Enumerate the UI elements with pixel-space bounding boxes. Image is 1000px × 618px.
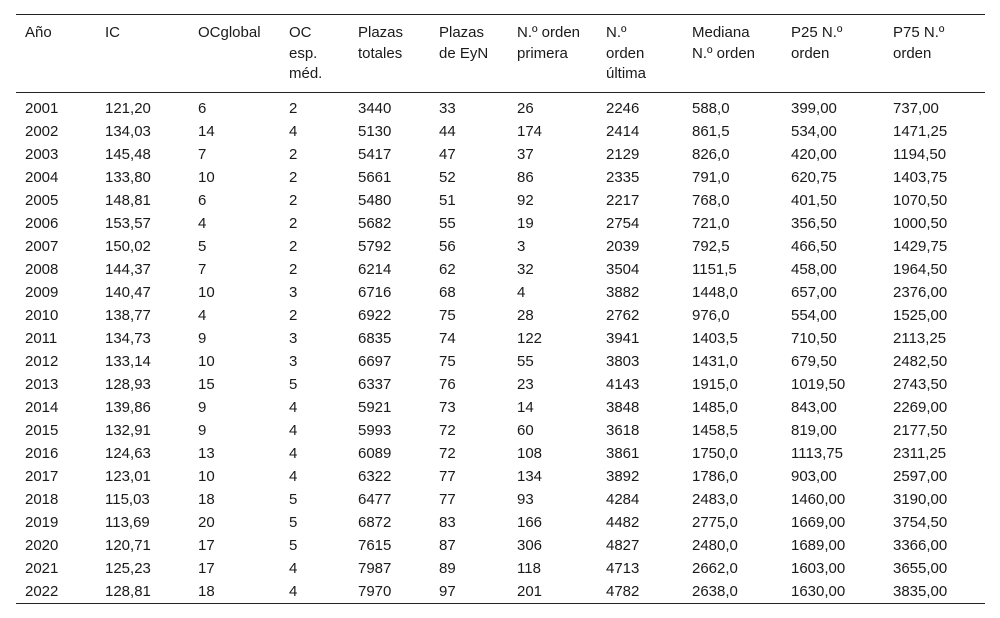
cell-plazas-eyn: 51 <box>439 191 456 209</box>
cell-orden-ultima: 3504 <box>606 260 640 278</box>
cell-plazas-eyn: 89 <box>439 559 456 577</box>
cell-mediana: 2775,0 <box>692 513 738 531</box>
cell-orden-primera: 32 <box>517 260 534 278</box>
header-cell-ic: IC <box>105 24 120 41</box>
header-cell-orden-ultima: N.º orden última <box>606 24 647 82</box>
cell-plazas-eyn: 75 <box>439 306 456 324</box>
cell-p25: 1113,75 <box>791 444 843 462</box>
cell-p75: 1000,50 <box>893 214 948 232</box>
cell-p75: 1403,75 <box>893 168 948 186</box>
cell-orden-primera: 60 <box>517 421 534 439</box>
cell-plazas-totales: 6089 <box>358 444 392 462</box>
cell-p25: 420,00 <box>791 145 837 163</box>
cell-p25: 1669,00 <box>791 513 846 531</box>
cell-mediana: 792,5 <box>692 237 730 255</box>
cell-p25: 1603,00 <box>791 559 846 577</box>
cell-plazas-eyn: 56 <box>439 237 456 255</box>
cell-ano: 2015 <box>25 421 59 439</box>
cell-p75: 2311,25 <box>893 444 947 462</box>
cell-orden-ultima: 2335 <box>606 168 640 186</box>
cell-ocglobal: 18 <box>198 582 215 600</box>
cell-ocglobal: 10 <box>198 352 215 370</box>
cell-p75: 2376,00 <box>893 283 948 301</box>
cell-plazas-totales: 6697 <box>358 352 392 370</box>
cell-orden-primera: 108 <box>517 444 543 462</box>
cell-orden-primera: 28 <box>517 306 534 324</box>
cell-p75: 2113,25 <box>893 329 947 347</box>
cell-orden-ultima: 3882 <box>606 283 640 301</box>
table-body <box>16 92 985 603</box>
cell-ano: 2003 <box>25 145 59 163</box>
header-cell-ocglobal: OCglobal <box>198 24 261 41</box>
cell-ano: 2022 <box>25 582 59 600</box>
cell-plazas-totales: 6716 <box>358 283 392 301</box>
cell-ocglobal: 6 <box>198 99 207 117</box>
cell-plazas-eyn: 77 <box>439 490 456 508</box>
cell-plazas-eyn: 97 <box>439 582 456 600</box>
cell-oc-esp-med: 4 <box>289 122 298 140</box>
cell-oc-esp-med: 2 <box>289 145 298 163</box>
cell-oc-esp-med: 2 <box>289 237 298 255</box>
cell-orden-primera: 201 <box>517 582 543 600</box>
cell-orden-primera: 93 <box>517 490 534 508</box>
cell-orden-primera: 134 <box>517 467 543 485</box>
cell-mediana: 588,0 <box>692 99 730 117</box>
table-row <box>16 166 985 189</box>
cell-plazas-eyn: 55 <box>439 214 456 232</box>
table-row <box>16 419 985 442</box>
cell-p75: 3190,00 <box>893 490 948 508</box>
cell-p75: 3754,50 <box>893 513 948 531</box>
header-row <box>16 15 985 93</box>
cell-plazas-totales: 6922 <box>358 306 392 324</box>
cell-plazas-totales: 7615 <box>358 536 392 554</box>
cell-p25: 679,50 <box>791 352 837 370</box>
cell-p25: 356,50 <box>791 214 837 232</box>
table-row <box>16 350 985 373</box>
cell-oc-esp-med: 2 <box>289 260 298 278</box>
cell-oc-esp-med: 2 <box>289 99 298 117</box>
cell-plazas-eyn: 75 <box>439 352 456 370</box>
cell-oc-esp-med: 4 <box>289 559 298 577</box>
cell-mediana: 1485,0 <box>692 398 738 416</box>
cell-ano: 2020 <box>25 536 59 554</box>
cell-ic: 120,71 <box>105 536 151 554</box>
cell-orden-ultima: 4482 <box>606 513 640 531</box>
cell-orden-ultima: 2754 <box>606 214 640 232</box>
cell-oc-esp-med: 4 <box>289 467 298 485</box>
cell-orden-primera: 86 <box>517 168 534 186</box>
table-row <box>16 235 985 258</box>
cell-ano: 2011 <box>25 329 58 347</box>
cell-orden-primera: 19 <box>517 214 534 232</box>
cell-orden-primera: 306 <box>517 536 543 554</box>
cell-p25: 1689,00 <box>791 536 846 554</box>
cell-orden-ultima: 3803 <box>606 352 640 370</box>
cell-ano: 2005 <box>25 191 59 209</box>
cell-orden-ultima: 4284 <box>606 490 640 508</box>
cell-orden-primera: 26 <box>517 99 534 117</box>
cell-p75: 1964,50 <box>893 260 948 278</box>
cell-orden-ultima: 2414 <box>606 122 640 140</box>
cell-ocglobal: 7 <box>198 260 207 278</box>
table-row <box>16 92 985 120</box>
data-table <box>16 14 985 604</box>
cell-mediana: 976,0 <box>692 306 730 324</box>
cell-plazas-totales: 5921 <box>358 398 392 416</box>
cell-p75: 1070,50 <box>893 191 948 209</box>
cell-oc-esp-med: 2 <box>289 168 298 186</box>
cell-orden-ultima: 3848 <box>606 398 640 416</box>
cell-p75: 737,00 <box>893 99 939 117</box>
cell-plazas-totales: 3440 <box>358 99 392 117</box>
header-cell-ano: Año <box>25 24 52 41</box>
cell-ocglobal: 20 <box>198 513 215 531</box>
cell-orden-primera: 174 <box>517 122 543 140</box>
cell-plazas-totales: 6337 <box>358 375 392 393</box>
table-row <box>16 120 985 143</box>
cell-mediana: 1750,0 <box>692 444 738 462</box>
cell-oc-esp-med: 2 <box>289 191 298 209</box>
table-row <box>16 511 985 534</box>
table-row <box>16 373 985 396</box>
cell-mediana: 826,0 <box>692 145 730 163</box>
cell-p75: 2177,50 <box>893 421 948 439</box>
cell-mediana: 721,0 <box>692 214 730 232</box>
cell-ic: 132,91 <box>105 421 151 439</box>
cell-mediana: 1915,0 <box>692 375 738 393</box>
header-cell-mediana: Mediana N.º orden <box>692 24 756 62</box>
cell-plazas-totales: 5993 <box>358 421 392 439</box>
cell-oc-esp-med: 3 <box>289 283 298 301</box>
cell-oc-esp-med: 2 <box>289 306 298 324</box>
cell-mediana: 2662,0 <box>692 559 738 577</box>
cell-plazas-totales: 6322 <box>358 467 392 485</box>
table-row <box>16 143 985 166</box>
cell-p75: 3835,00 <box>893 582 948 600</box>
table-row <box>16 327 985 350</box>
table-row <box>16 212 985 235</box>
cell-ocglobal: 9 <box>198 398 207 416</box>
cell-p75: 2743,50 <box>893 375 948 393</box>
cell-plazas-eyn: 73 <box>439 398 456 416</box>
cell-ocglobal: 7 <box>198 145 207 163</box>
cell-ano: 2012 <box>25 352 59 370</box>
cell-ic: 153,57 <box>105 214 151 232</box>
cell-p75: 3655,00 <box>893 559 948 577</box>
table-row <box>16 580 985 604</box>
cell-mediana: 768,0 <box>692 191 730 209</box>
cell-plazas-eyn: 87 <box>439 536 456 554</box>
cell-oc-esp-med: 4 <box>289 421 298 439</box>
cell-ocglobal: 17 <box>198 536 215 554</box>
cell-mediana: 1448,0 <box>692 283 738 301</box>
cell-ic: 138,77 <box>105 306 151 324</box>
cell-p25: 458,00 <box>791 260 837 278</box>
cell-mediana: 2480,0 <box>692 536 738 554</box>
cell-ano: 2006 <box>25 214 59 232</box>
cell-p75: 1525,00 <box>893 306 948 324</box>
header-cell-orden-primera: N.º orden primera <box>517 24 581 62</box>
cell-plazas-totales: 5480 <box>358 191 392 209</box>
cell-ocglobal: 14 <box>198 122 215 140</box>
cell-plazas-eyn: 47 <box>439 145 456 163</box>
cell-plazas-totales: 7970 <box>358 582 392 600</box>
table-header <box>16 15 985 93</box>
cell-oc-esp-med: 5 <box>289 375 298 393</box>
cell-orden-primera: 118 <box>517 559 541 577</box>
cell-plazas-eyn: 62 <box>439 260 456 278</box>
cell-ocglobal: 18 <box>198 490 215 508</box>
cell-orden-ultima: 3892 <box>606 467 640 485</box>
cell-p25: 903,00 <box>791 467 837 485</box>
cell-ano: 2018 <box>25 490 59 508</box>
cell-plazas-eyn: 77 <box>439 467 456 485</box>
cell-p75: 1429,75 <box>893 237 948 255</box>
cell-mediana: 1431,0 <box>692 352 738 370</box>
cell-p25: 1019,50 <box>791 375 846 393</box>
cell-p25: 657,00 <box>791 283 837 301</box>
cell-ic: 113,69 <box>105 513 150 531</box>
cell-ic: 125,23 <box>105 559 151 577</box>
table-row <box>16 189 985 212</box>
cell-plazas-eyn: 68 <box>439 283 456 301</box>
cell-mediana: 791,0 <box>692 168 730 186</box>
cell-plazas-totales: 5417 <box>358 145 392 163</box>
cell-orden-primera: 14 <box>517 398 534 416</box>
cell-ocglobal: 10 <box>198 168 215 186</box>
header-cell-plazas-eyn: Plazas de EyN <box>439 24 489 62</box>
cell-p75: 2482,50 <box>893 352 948 370</box>
cell-p25: 819,00 <box>791 421 837 439</box>
cell-ic: 140,47 <box>105 283 151 301</box>
cell-p25: 1630,00 <box>791 582 846 600</box>
cell-p25: 399,00 <box>791 99 837 117</box>
cell-plazas-totales: 5130 <box>358 122 392 140</box>
cell-orden-ultima: 4782 <box>606 582 640 600</box>
cell-mediana: 1458,5 <box>692 421 738 439</box>
cell-ic: 121,20 <box>105 99 151 117</box>
cell-ano: 2008 <box>25 260 59 278</box>
cell-ic: 134,03 <box>105 122 151 140</box>
header-cell-p75: P75 N.º orden <box>893 24 945 62</box>
cell-ano: 2007 <box>25 237 59 255</box>
cell-p75: 1471,25 <box>893 122 948 140</box>
cell-plazas-totales: 5661 <box>358 168 392 186</box>
table-row <box>16 304 985 327</box>
cell-oc-esp-med: 4 <box>289 398 298 416</box>
header-cell-oc-esp-med: OC esp. méd. <box>289 24 323 82</box>
cell-mediana: 861,5 <box>692 122 730 140</box>
cell-ic: 144,37 <box>105 260 151 278</box>
cell-p75: 2597,00 <box>893 467 948 485</box>
cell-mediana: 2483,0 <box>692 490 738 508</box>
cell-ocglobal: 17 <box>198 559 215 577</box>
cell-ano: 2010 <box>25 306 59 324</box>
header-cell-p25: P25 N.º orden <box>791 24 843 62</box>
cell-orden-ultima: 2129 <box>606 145 640 163</box>
cell-plazas-eyn: 52 <box>439 168 456 186</box>
cell-plazas-eyn: 72 <box>439 421 456 439</box>
data-table-container <box>16 14 985 604</box>
cell-orden-primera: 3 <box>517 237 526 255</box>
cell-plazas-totales: 5792 <box>358 237 392 255</box>
cell-orden-ultima: 3618 <box>606 421 640 439</box>
cell-ocglobal: 10 <box>198 283 215 301</box>
cell-ic: 150,02 <box>105 237 151 255</box>
cell-ic: 134,73 <box>105 329 151 347</box>
cell-ic: 133,80 <box>105 168 151 186</box>
cell-orden-primera: 23 <box>517 375 534 393</box>
table-row <box>16 442 985 465</box>
cell-plazas-eyn: 44 <box>439 122 456 140</box>
cell-p75: 2269,00 <box>893 398 948 416</box>
cell-orden-primera: 92 <box>517 191 534 209</box>
cell-ic: 128,81 <box>105 582 151 600</box>
cell-orden-ultima: 2762 <box>606 306 640 324</box>
cell-p25: 466,50 <box>791 237 837 255</box>
cell-ocglobal: 6 <box>198 191 207 209</box>
cell-plazas-eyn: 76 <box>439 375 456 393</box>
cell-p25: 401,50 <box>791 191 837 209</box>
table-row <box>16 488 985 511</box>
cell-mediana: 1151,5 <box>692 260 737 278</box>
cell-ocglobal: 9 <box>198 329 207 347</box>
cell-p25: 534,00 <box>791 122 837 140</box>
cell-orden-primera: 37 <box>517 145 534 163</box>
cell-ano: 2013 <box>25 375 59 393</box>
cell-p25: 1460,00 <box>791 490 846 508</box>
cell-oc-esp-med: 4 <box>289 444 298 462</box>
cell-ano: 2019 <box>25 513 59 531</box>
cell-plazas-eyn: 33 <box>439 99 456 117</box>
cell-ic: 148,81 <box>105 191 151 209</box>
cell-ano: 2016 <box>25 444 59 462</box>
cell-plazas-totales: 7987 <box>358 559 392 577</box>
cell-ano: 2014 <box>25 398 59 416</box>
cell-orden-primera: 166 <box>517 513 543 531</box>
cell-ocglobal: 5 <box>198 237 207 255</box>
cell-orden-ultima: 4827 <box>606 536 640 554</box>
cell-ic: 115,03 <box>105 490 150 508</box>
cell-orden-ultima: 3941 <box>606 329 640 347</box>
cell-orden-ultima: 4713 <box>606 559 640 577</box>
cell-ic: 139,86 <box>105 398 151 416</box>
cell-mediana: 1403,5 <box>692 329 738 347</box>
table-row <box>16 557 985 580</box>
table-row <box>16 258 985 281</box>
cell-p25: 620,75 <box>791 168 837 186</box>
cell-plazas-totales: 6872 <box>358 513 392 531</box>
cell-ic: 128,93 <box>105 375 151 393</box>
cell-mediana: 2638,0 <box>692 582 738 600</box>
table-row <box>16 465 985 488</box>
cell-ano: 2017 <box>25 467 59 485</box>
cell-oc-esp-med: 3 <box>289 352 298 370</box>
cell-p25: 710,50 <box>791 329 837 347</box>
cell-ic: 123,01 <box>105 467 151 485</box>
cell-orden-ultima: 2246 <box>606 99 640 117</box>
cell-ocglobal: 4 <box>198 214 207 232</box>
cell-ic: 133,14 <box>105 352 151 370</box>
cell-ocglobal: 15 <box>198 375 215 393</box>
cell-p25: 554,00 <box>791 306 837 324</box>
cell-ocglobal: 9 <box>198 421 207 439</box>
cell-oc-esp-med: 5 <box>289 490 298 508</box>
cell-mediana: 1786,0 <box>692 467 738 485</box>
cell-p75: 3366,00 <box>893 536 948 554</box>
cell-ocglobal: 10 <box>198 467 215 485</box>
cell-plazas-totales: 6477 <box>358 490 392 508</box>
cell-orden-primera: 122 <box>517 329 543 347</box>
cell-orden-ultima: 3861 <box>606 444 640 462</box>
cell-plazas-eyn: 74 <box>439 329 456 347</box>
cell-orden-ultima: 4143 <box>606 375 640 393</box>
header-cell-plazas-totales: Plazas totales <box>358 24 404 62</box>
cell-oc-esp-med: 2 <box>289 214 298 232</box>
cell-oc-esp-med: 5 <box>289 513 298 531</box>
cell-oc-esp-med: 5 <box>289 536 298 554</box>
table-row <box>16 396 985 419</box>
cell-plazas-totales: 6214 <box>358 260 392 278</box>
cell-ano: 2009 <box>25 283 59 301</box>
table-row <box>16 281 985 304</box>
cell-p25: 843,00 <box>791 398 837 416</box>
cell-ocglobal: 4 <box>198 306 207 324</box>
cell-ano: 2002 <box>25 122 59 140</box>
cell-ano: 2021 <box>25 559 59 577</box>
cell-orden-ultima: 2217 <box>606 191 640 209</box>
cell-p75: 1194,50 <box>893 145 947 163</box>
cell-oc-esp-med: 4 <box>289 582 298 600</box>
cell-plazas-totales: 6835 <box>358 329 392 347</box>
cell-ic: 145,48 <box>105 145 151 163</box>
table-row <box>16 534 985 557</box>
cell-ic: 124,63 <box>105 444 151 462</box>
cell-orden-primera: 4 <box>517 283 526 301</box>
cell-orden-ultima: 2039 <box>606 237 640 255</box>
cell-plazas-eyn: 83 <box>439 513 456 531</box>
cell-oc-esp-med: 3 <box>289 329 298 347</box>
cell-ano: 2004 <box>25 168 59 186</box>
cell-ocglobal: 13 <box>198 444 215 462</box>
cell-orden-primera: 55 <box>517 352 534 370</box>
cell-plazas-totales: 5682 <box>358 214 392 232</box>
cell-ano: 2001 <box>25 99 59 117</box>
cell-plazas-eyn: 72 <box>439 444 456 462</box>
